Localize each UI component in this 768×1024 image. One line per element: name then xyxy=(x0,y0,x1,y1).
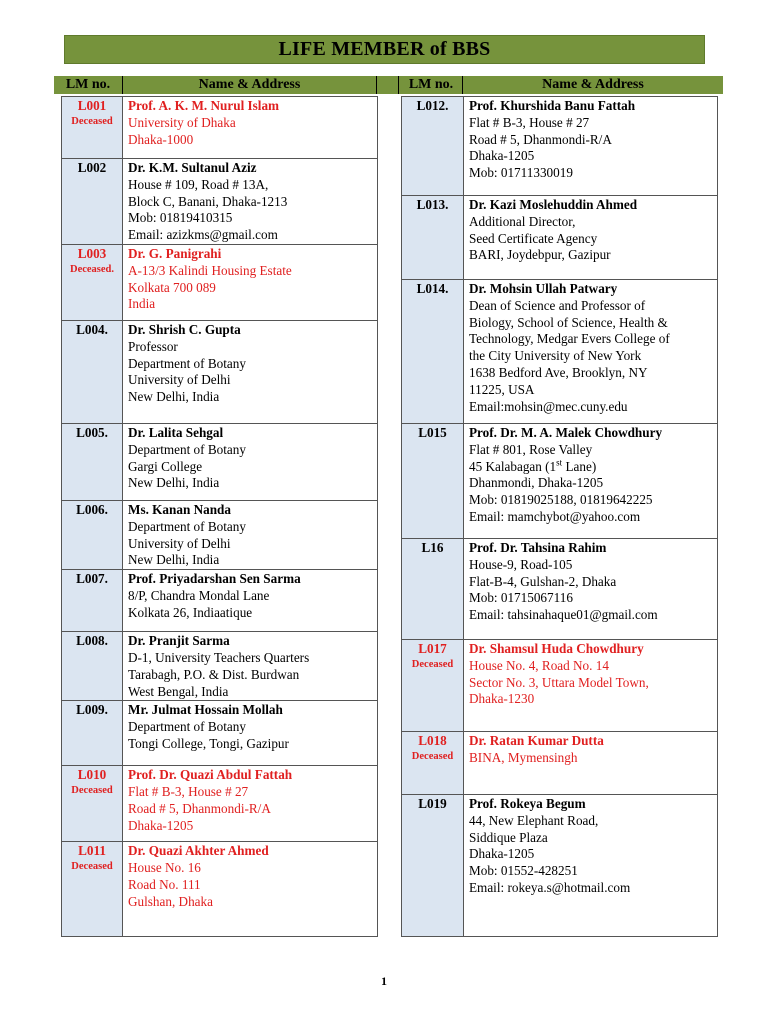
header-name-address-right: Name & Address xyxy=(542,77,644,92)
address-line: Dhaka-1230 xyxy=(469,691,535,707)
member-name: Dr. Lalita Sehgal xyxy=(128,425,224,440)
address-line: Road # 5, Dhanmondi-R/A xyxy=(469,131,612,147)
name-address-cell xyxy=(123,570,378,632)
name-address-cell xyxy=(123,842,378,937)
address-line: Dhanmondi, Dhaka-1205 xyxy=(469,475,604,491)
table-row xyxy=(62,842,378,937)
lm-number: L015 xyxy=(418,425,447,440)
address-line: Department of Botany xyxy=(128,441,246,457)
lm-number: L16 xyxy=(421,540,444,555)
address-line: Flat # 801, Rose Valley xyxy=(469,441,593,457)
address-line: Sector No. 3, Uttara Model Town, xyxy=(469,674,649,690)
lm-number: L013. xyxy=(416,197,449,212)
address-line: Department of Botany xyxy=(128,355,246,371)
member-name: Dr. K.M. Sultanul Aziz xyxy=(128,160,257,175)
address-line: West Bengal, India xyxy=(128,683,229,699)
name-address-cell xyxy=(123,97,378,159)
lm-number-cell xyxy=(62,97,123,159)
table-row xyxy=(402,280,718,424)
address-line: 1638 Bedford Ave, Brooklyn, NY xyxy=(469,364,648,380)
lm-number-cell xyxy=(62,842,123,937)
address-line: University of Dhaka xyxy=(128,114,236,130)
header-name-address-left: Name & Address xyxy=(198,77,301,92)
address-line: 11225, USA xyxy=(469,381,535,397)
member-name: Prof. Dr. Quazi Abdul Fattah xyxy=(128,767,293,783)
member-name: Dr. Mohsin Ullah Patwary xyxy=(469,281,618,296)
lm-number-cell xyxy=(62,245,123,321)
member-name: Prof. Dr. Tahsina Rahim xyxy=(469,540,607,555)
name-address-cell xyxy=(464,732,718,795)
table-row xyxy=(62,321,378,424)
table-row xyxy=(402,539,718,640)
address-line: Dhaka-1205 xyxy=(469,148,535,164)
address-line: New Delhi, India xyxy=(128,552,220,568)
lm-number-cell xyxy=(62,501,123,570)
address-line: Mob: 01552-428251 xyxy=(469,863,578,879)
name-address-cell xyxy=(123,245,378,321)
address-line: Email:mohsin@mec.cuny.edu xyxy=(469,398,628,414)
lm-number-cell xyxy=(402,196,464,280)
lm-number: L009. xyxy=(76,702,108,718)
address-line: Mob: 01819410315 xyxy=(128,210,233,226)
name-address-cell xyxy=(123,766,378,842)
member-name: Prof. Rokeya Begum xyxy=(469,796,586,811)
member-name: Dr. Pranjit Sarma xyxy=(128,633,230,649)
table-row xyxy=(402,424,718,539)
lm-number: L006. xyxy=(76,502,108,517)
member-name: Dr. Quazi Akhter Ahmed xyxy=(128,843,269,859)
deceased-label: Deceased xyxy=(71,115,113,127)
address-line: Road No. 111 xyxy=(128,876,201,892)
address-line: Email: mamchybot@yahoo.com xyxy=(469,508,641,524)
name-address-cell xyxy=(123,321,378,424)
address-line: Email: azizkms@gmail.com xyxy=(128,227,278,243)
lm-number-cell xyxy=(62,321,123,424)
address-line: Gargi College xyxy=(128,458,203,474)
name-address-cell xyxy=(464,795,718,937)
member-name: Ms. Kanan Nanda xyxy=(128,502,231,517)
address-line: Mob: 01819025188, 01819642225 xyxy=(469,492,653,508)
lm-number-cell xyxy=(402,640,464,732)
header-lm-no-left: LM no. xyxy=(65,77,111,92)
member-name: Dr. Shamsul Huda Chowdhury xyxy=(469,641,644,656)
lm-number: L017 xyxy=(418,641,447,656)
address-line: New Delhi, India xyxy=(128,475,220,491)
address-line: Tongi College, Tongi, Gazipur xyxy=(128,735,289,751)
address-line: 45 Kalabagan (1st Lane) xyxy=(469,457,597,474)
table-row xyxy=(62,424,378,501)
name-address-cell xyxy=(123,159,378,245)
lm-number: L003 xyxy=(77,246,107,261)
address-line: India xyxy=(128,296,156,312)
address-line: House No. 16 xyxy=(128,860,201,876)
address-line: Flat # B-3, House # 27 xyxy=(469,114,590,130)
address-line: BARI, Joydebpur, Gazipur xyxy=(469,247,611,263)
member-name: Dr. Ratan Kumar Dutta xyxy=(469,733,604,748)
address-line: New Delhi, India xyxy=(128,389,220,405)
member-name: Mr. Julmat Hossain Mollah xyxy=(128,702,283,718)
name-address-cell xyxy=(464,196,718,280)
member-name: Dr. Shrish C. Gupta xyxy=(128,322,241,337)
member-name: Prof. A. K. M. Nurul Islam xyxy=(128,98,280,113)
address-line: Professor xyxy=(128,338,178,354)
lm-number-cell xyxy=(62,632,123,701)
address-line: Kolkata 26, Indiaatique xyxy=(128,604,253,620)
name-address-cell xyxy=(464,539,718,640)
address-line: Dhaka-1205 xyxy=(128,817,194,833)
address-line: House # 109, Road # 13A, xyxy=(128,176,269,192)
lm-number: L019 xyxy=(418,796,447,811)
page-title: LIFE MEMBER of BBS xyxy=(64,35,705,64)
lm-number-cell xyxy=(402,424,464,539)
address-line: Department of Botany xyxy=(128,719,246,735)
address-line: Kolkata 700 089 xyxy=(128,279,216,295)
table-row xyxy=(62,245,378,321)
name-address-cell xyxy=(464,424,718,539)
address-line: Flat-B-4, Gulshan-2, Dhaka xyxy=(469,573,617,589)
address-line: A-13/3 Kalindi Housing Estate xyxy=(128,262,292,278)
name-address-cell xyxy=(464,640,718,732)
member-name: Prof. Priyadarshan Sen Sarma xyxy=(128,571,301,587)
deceased-label: Deceased xyxy=(411,750,454,762)
address-line: House-9, Road-105 xyxy=(469,556,573,572)
address-line: University of Delhi xyxy=(128,372,231,388)
address-line: Road # 5, Dhanmondi-R/A xyxy=(128,800,271,816)
address-line: D-1, University Teachers Quarters xyxy=(128,649,310,665)
table-row xyxy=(62,159,378,245)
lm-number-cell xyxy=(402,539,464,640)
lm-number-cell xyxy=(62,424,123,501)
lm-number-cell xyxy=(62,701,123,766)
lm-number-cell xyxy=(402,795,464,937)
lm-number: L018 xyxy=(418,733,447,748)
table-row xyxy=(62,701,378,766)
address-line: Email: rokeya.s@hotmail.com xyxy=(469,879,631,895)
name-address-cell xyxy=(123,501,378,570)
lm-number: L001 xyxy=(77,98,107,113)
header-lm-no-right: LM no. xyxy=(408,77,454,92)
address-line: Biology, School of Science, Health & xyxy=(469,314,668,330)
table-row xyxy=(62,570,378,632)
address-line: Gulshan, Dhaka xyxy=(128,893,213,909)
deceased-label: Deceased. xyxy=(69,263,115,275)
table-row xyxy=(62,632,378,701)
table-row xyxy=(402,196,718,280)
lm-number: L014. xyxy=(416,281,449,296)
lm-number: L011 xyxy=(78,843,106,859)
address-line: Dhaka-1205 xyxy=(469,846,535,862)
name-address-cell xyxy=(464,97,718,196)
member-name: Dr. G. Panigrahi xyxy=(128,246,222,261)
address-line: BINA, Mymensingh xyxy=(469,749,578,765)
address-line: House No. 4, Road No. 14 xyxy=(469,657,609,673)
table-row xyxy=(62,97,378,159)
lm-number: L002 xyxy=(77,160,107,175)
page-number: 1 xyxy=(381,974,387,988)
lm-number: L007. xyxy=(76,571,108,587)
name-address-cell xyxy=(123,424,378,501)
member-name: Prof. Dr. M. A. Malek Chowdhury xyxy=(469,425,663,440)
lm-number-cell xyxy=(402,280,464,424)
address-line: Siddique Plaza xyxy=(469,829,548,845)
name-address-cell xyxy=(123,632,378,701)
address-line: Flat # B-3, House # 27 xyxy=(128,784,249,800)
address-line: 44, New Elephant Road, xyxy=(469,812,599,828)
address-line: Dean of Science and Professor of xyxy=(469,297,646,313)
name-address-cell xyxy=(464,280,718,424)
address-line: Mob: 01711330019 xyxy=(469,165,573,181)
address-line: the City University of New York xyxy=(469,348,642,364)
address-line: Additional Director, xyxy=(469,213,576,229)
table-row xyxy=(62,501,378,570)
address-line: Dhaka-1000 xyxy=(128,131,194,147)
lm-number: L010 xyxy=(77,767,107,783)
address-line: Mob: 01715067116 xyxy=(469,590,573,606)
address-line: Block C, Banani, Dhaka-1213 xyxy=(128,193,288,209)
lm-number-cell xyxy=(402,732,464,795)
lm-number-cell xyxy=(62,766,123,842)
lm-number-cell xyxy=(402,97,464,196)
lm-number-cell xyxy=(62,570,123,632)
table-row xyxy=(402,640,718,732)
members-table-left xyxy=(61,96,378,937)
lm-number: L012. xyxy=(416,98,449,113)
deceased-label: Deceased xyxy=(71,785,113,797)
members-table-right xyxy=(401,96,718,937)
address-line: Technology, Medgar Evers College of xyxy=(469,331,670,347)
table-row xyxy=(402,732,718,795)
lm-number: L008. xyxy=(76,633,108,649)
lm-number-cell xyxy=(62,159,123,245)
name-address-cell xyxy=(123,701,378,766)
address-line: University of Delhi xyxy=(128,535,231,551)
address-line: Tarabagh, P.O. & Dist. Burdwan xyxy=(128,666,300,682)
address-line: Seed Certificate Agency xyxy=(469,230,598,246)
deceased-label: Deceased xyxy=(71,861,113,873)
member-name: Dr. Kazi Moslehuddin Ahmed xyxy=(469,197,638,212)
address-line: 8/P, Chandra Mondal Lane xyxy=(128,587,270,603)
table-header xyxy=(54,76,723,94)
lm-number: L005. xyxy=(76,425,108,440)
address-line: Email: tahsinahaque01@gmail.com xyxy=(469,607,658,623)
address-line: Department of Botany xyxy=(128,518,246,534)
table-row xyxy=(62,766,378,842)
lm-number: L004. xyxy=(76,322,108,337)
member-name: Prof. Khurshida Banu Fattah xyxy=(469,98,636,113)
table-row xyxy=(402,795,718,937)
deceased-label: Deceased xyxy=(411,658,454,670)
table-row xyxy=(402,97,718,196)
